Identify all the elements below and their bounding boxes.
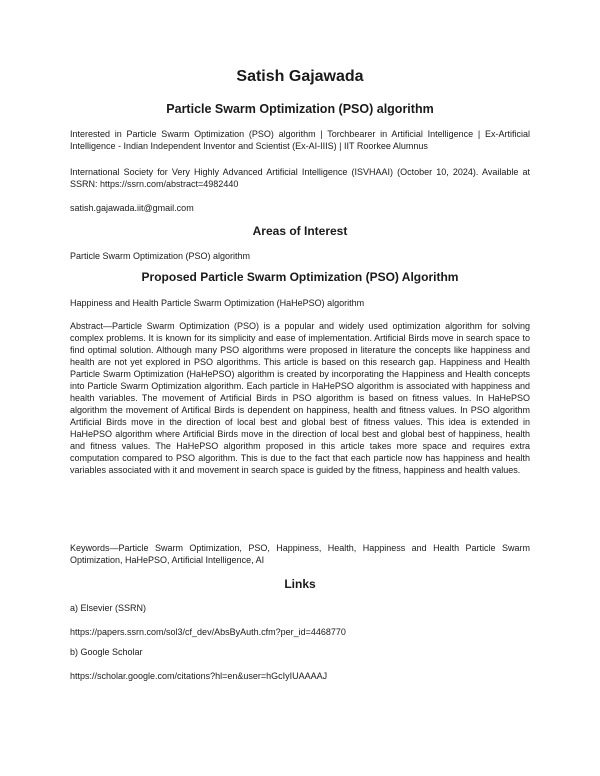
email-address: satish.gajawada.iit@gmail.com — [70, 203, 194, 213]
link-url-scholar[interactable]: https://scholar.google.com/citations?hl=en&user=hGcIyIUAAAAJ — [70, 671, 328, 681]
proposed-heading: Proposed Particle Swarm Optimization (PSO) Algorithm — [141, 270, 459, 284]
algorithm-name: Happiness and Health Particle Swarm Optimization (HaHePSO) algorithm — [70, 298, 365, 308]
links-heading: Links — [284, 577, 316, 591]
areas-heading: Areas of Interest — [252, 224, 348, 238]
link-url-ssrn[interactable]: https://papers.ssrn.com/sol3/cf_dev/AbsByAuth.cfm?per_id=4468770 — [70, 627, 346, 637]
author-name: Satish Gajawada — [236, 68, 364, 85]
abstract-paragraph: Abstract—Particle Swarm Optimization (PSO) is a popular and widely used optimization algorithm for solving complex problems. It is known for its simplicity and ease of implementation. Artificial Birds move in search space to find optimal solution. Although many PSO algorithms were proposed in literature the concepts like happiness and health are not yet explored in PSO algorithms. This article is based on this research gap. Happiness and Health Particle Swarm Optimization (HaHePSO) algorithm is created by incorporating the Happiness and Health concepts into Particle Swarm Optimization algorithm. Each particle in HaHePSO algorithm is associated with happiness and health variables. The movement of Artificial Birds in PSO algorithm is based on fitness values. In HaHePSO algorithm the movement of Artifical Birds is dependent on happiness, health and fitness values. In PSO algorithm Artificial Birds move in the direction of local best and global best of fitness values. This idea is extended in HaHePSO algorithm where Artificial Birds move in the direction of local best and global best of happiness, health and fitness values. The HaHePSO algorithm proposed in this article takes more space and requires extra computation compared to PSO algorithm. This is due to the fact that each particle now has happiness and health variables associated with it and movement in search space is guided by the fitness, happiness and health values. — [70, 321, 530, 475]
link-label-ssrn: a) Elsevier (SSRN) — [70, 603, 147, 613]
areas-item: Particle Swarm Optimization (PSO) algorithm — [70, 251, 251, 261]
citation-paragraph: International Society for Very Highly Advanced Artificial Intelligence (ISVHAAI) (October 10, 2024). Available at SSRN: https://ssrn.com/abstract=4982440 — [70, 167, 530, 189]
link-label-scholar: b) Google Scholar — [70, 647, 143, 657]
keywords-paragraph: Keywords—Particle Swarm Optimization, PSO, Happiness, Health, Happiness and Health Particle Swarm Optimization, HaHePSO, Artificial Intelligence, AI — [70, 543, 530, 565]
page-title: Particle Swarm Optimization (PSO) algorithm — [166, 102, 434, 116]
bio-paragraph: Interested in Particle Swarm Optimization (PSO) algorithm | Torchbearer in Artificial Intelligence | Ex-Artificial Intelligence - Indian Independent Inventor and Scientist (Ex-AI-IIIS) | IIT Roorkee Alumnus — [70, 129, 530, 151]
